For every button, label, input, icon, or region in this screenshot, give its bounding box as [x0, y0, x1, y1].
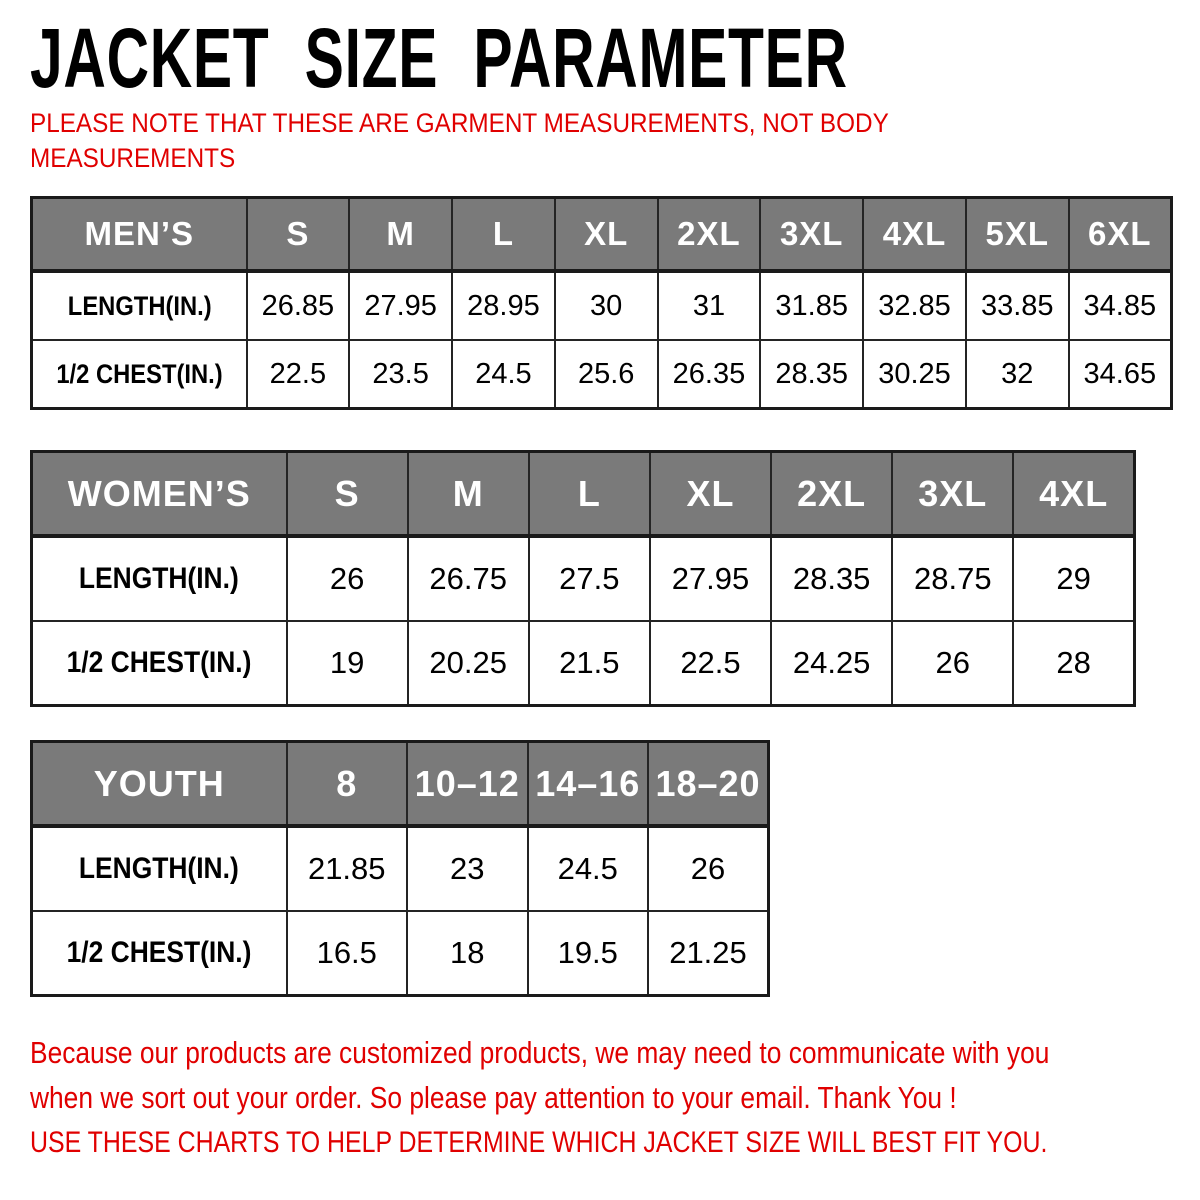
customization-note [30, 1030, 1200, 1120]
womens-chest-value-cell: 19 [287, 621, 408, 706]
mens-header-row [32, 198, 1172, 272]
youth-chest-row [32, 911, 769, 996]
youth-chest-value-cell: 19.5 [528, 911, 649, 996]
womens-chest-value-cell: 28 [1013, 621, 1134, 706]
mens-chest-value-cell: 25.6 [555, 340, 658, 409]
mens-chest-value-cell: 24.5 [452, 340, 555, 409]
womens-chest-value-cell: 22.5 [650, 621, 771, 706]
mens-size-header-cell: XL [555, 198, 658, 272]
womens-table-title-cell: WOMEN’S [32, 452, 287, 537]
garment-note-line: PLEASE NOTE THAT THESE ARE GARMENT MEASUREMENTS, NOT BODY [30, 108, 889, 138]
mens-length-value-cell: 30 [555, 271, 658, 340]
row-label: 1/2 CHEST(IN.) [66, 936, 252, 969]
mens-size-table [30, 196, 1173, 410]
page-title: JACKET SIZE PARAMETER [30, 11, 848, 105]
womens-length-value-cell: 28.75 [892, 536, 1013, 621]
customization-note-line: Because our products are customized products, we may need to communicate with you [30, 1035, 1050, 1070]
row-label: 1/2 CHEST(IN.) [56, 358, 223, 389]
mens-length-value-cell: 33.85 [966, 271, 1069, 340]
womens-chest-value-cell: 26 [892, 621, 1013, 706]
womens-header-row [32, 452, 1135, 537]
mens-size-header-cell: L [452, 198, 555, 272]
mens-table-title-cell: MEN’S [32, 198, 247, 272]
womens-length-value-cell: 28.35 [771, 536, 892, 621]
mens-size-header-cell: 5XL [966, 198, 1069, 272]
mens-chest-row [32, 340, 1172, 409]
youth-size-header-cell: 14–16 [528, 742, 649, 827]
mens-length-value-cell: 27.95 [349, 271, 452, 340]
mens-size-header-cell: S [247, 198, 350, 272]
mens-chest-label-cell [32, 340, 247, 409]
mens-length-value-cell: 28.95 [452, 271, 555, 340]
youth-table-title-cell: YOUTH [32, 742, 287, 827]
youth-length-value-cell: 21.85 [287, 826, 408, 911]
youth-length-value-cell: 23 [407, 826, 528, 911]
mens-size-header-cell: M [349, 198, 452, 272]
youth-length-value-cell: 26 [648, 826, 769, 911]
womens-size-header-cell: L [529, 452, 650, 537]
youth-size-header-cell: 18–20 [648, 742, 769, 827]
womens-chest-value-cell: 21.5 [529, 621, 650, 706]
row-label: LENGTH(IN.) [79, 562, 240, 595]
womens-size-header-cell: M [408, 452, 529, 537]
womens-size-header-cell: 4XL [1013, 452, 1134, 537]
youth-chest-value-cell: 21.25 [648, 911, 769, 996]
womens-chest-value-cell: 20.25 [408, 621, 529, 706]
row-label: 1/2 CHEST(IN.) [66, 646, 252, 679]
womens-length-value-cell: 26.75 [408, 536, 529, 621]
mens-chest-value-cell: 34.65 [1069, 340, 1172, 409]
mens-size-header-cell: 2XL [658, 198, 761, 272]
womens-size-header-cell: XL [650, 452, 771, 537]
womens-length-value-cell: 27.95 [650, 536, 771, 621]
mens-size-header-cell: 4XL [863, 198, 966, 272]
womens-length-value-cell: 29 [1013, 536, 1134, 621]
youth-header-row [32, 742, 769, 827]
mens-chest-value-cell: 28.35 [760, 340, 863, 409]
youth-size-header-cell: 10–12 [407, 742, 528, 827]
mens-length-value-cell: 32.85 [863, 271, 966, 340]
womens-length-label-cell [32, 536, 287, 621]
youth-size-table [30, 740, 770, 997]
fit-advice-note: USE THESE CHARTS TO HELP DETERMINE WHICH JACKET SIZE WILL BEST FIT YOU. [30, 1126, 1048, 1159]
mens-length-label-cell [32, 271, 247, 340]
womens-size-header-cell: S [287, 452, 408, 537]
womens-size-header-cell: 3XL [892, 452, 1013, 537]
womens-chest-row [32, 621, 1135, 706]
row-label: LENGTH(IN.) [67, 290, 212, 321]
mens-size-header-cell: 6XL [1069, 198, 1172, 272]
youth-size-header-cell: 8 [287, 742, 408, 827]
mens-length-value-cell: 34.85 [1069, 271, 1172, 340]
mens-chest-value-cell: 22.5 [247, 340, 350, 409]
mens-length-value-cell: 31 [658, 271, 761, 340]
youth-length-row [32, 826, 769, 911]
mens-chest-value-cell: 26.35 [658, 340, 761, 409]
womens-length-row [32, 536, 1135, 621]
mens-length-value-cell: 26.85 [247, 271, 350, 340]
womens-length-value-cell: 26 [287, 536, 408, 621]
youth-length-label-cell [32, 826, 287, 911]
mens-length-value-cell: 31.85 [760, 271, 863, 340]
youth-length-value-cell: 24.5 [528, 826, 649, 911]
youth-chest-label-cell [32, 911, 287, 996]
womens-chest-label-cell [32, 621, 287, 706]
womens-length-value-cell: 27.5 [529, 536, 650, 621]
garment-note-line: MEASUREMENTS [30, 143, 236, 173]
garment-note [30, 106, 889, 176]
womens-size-table [30, 450, 1136, 707]
mens-length-row [32, 271, 1172, 340]
mens-chest-value-cell: 30.25 [863, 340, 966, 409]
youth-chest-value-cell: 16.5 [287, 911, 408, 996]
mens-size-header-cell: 3XL [760, 198, 863, 272]
mens-chest-value-cell: 23.5 [349, 340, 452, 409]
youth-chest-value-cell: 18 [407, 911, 528, 996]
mens-chest-value-cell: 32 [966, 340, 1069, 409]
row-label: LENGTH(IN.) [79, 852, 240, 885]
customization-note-line: when we sort out your order. So please pay attention to your email. Thank You ! [30, 1080, 957, 1115]
womens-size-header-cell: 2XL [771, 452, 892, 537]
womens-chest-value-cell: 24.25 [771, 621, 892, 706]
